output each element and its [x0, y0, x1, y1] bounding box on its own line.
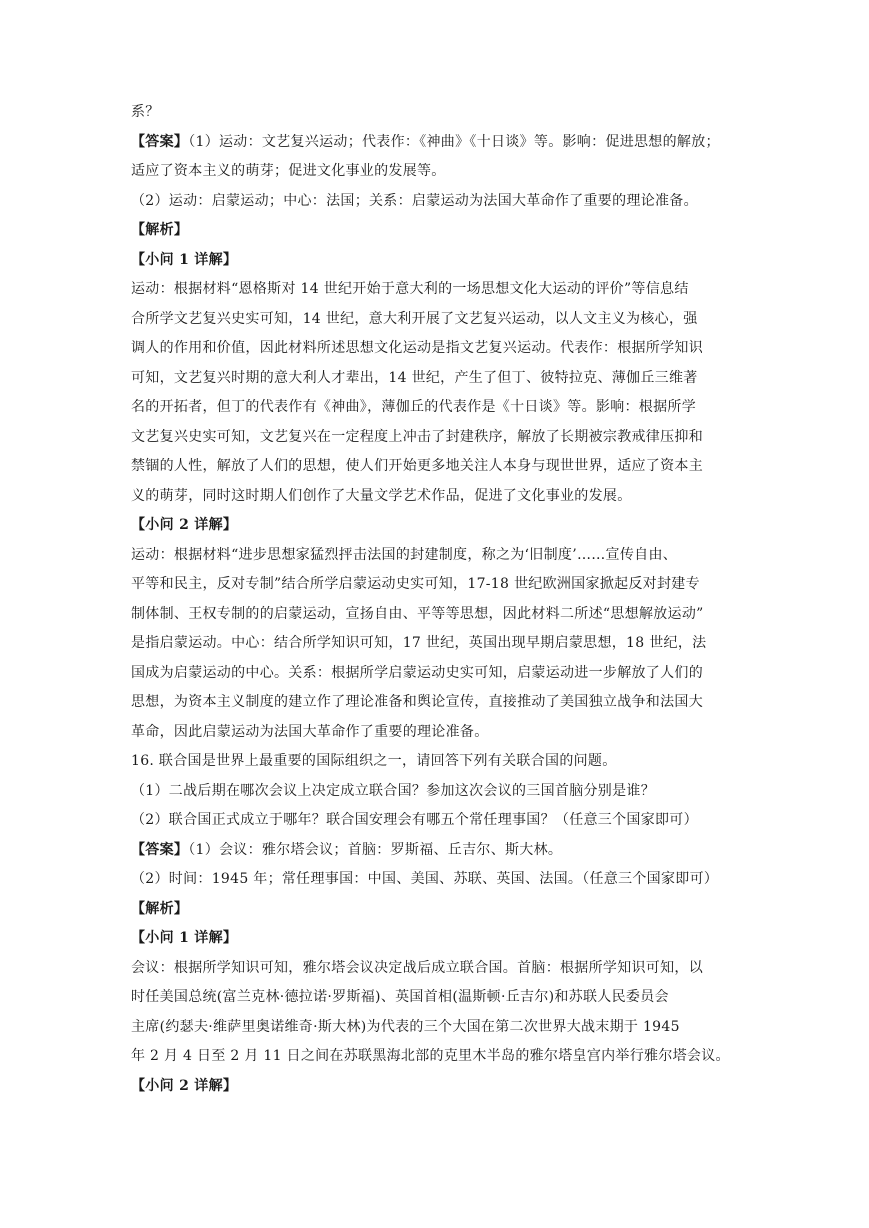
text-line	[131, 629, 741, 659]
text-line	[131, 511, 741, 541]
text-line	[131, 659, 741, 689]
line-text: 16. 联合国是世界上最重要的国际组织之一，请回答下列有关联合国的问题。	[131, 753, 617, 769]
line-text: 运动：根据材料“恩格斯对 14 世纪开始于意大利的一场思想文化大运动的评价”等信息结	[131, 281, 689, 297]
line-text: 禁锢的人性，解放了人们的思想，使人们开始更多地关注人本身与现世世界，适应了资本主	[131, 458, 703, 474]
text-line	[131, 718, 741, 748]
line-text: 思想，为资本主义制度的建立作了理论准备和舆论宣传，直接推动了美国独立战争和法国大	[131, 694, 703, 710]
line-text: 义的萌芽，同时这时期人们创作了大量文学艺术作品，促进了文化事业的发展。	[131, 487, 632, 504]
text-line	[131, 541, 741, 571]
text-line	[131, 216, 741, 246]
text-line	[131, 836, 741, 866]
section-tag: 【小问 2 详解】	[131, 517, 238, 533]
text-line	[131, 246, 741, 276]
line-text: （2）运动：启蒙运动；中心：法国；关系：启蒙运动为法国大革命作了重要的理论准备。	[131, 192, 698, 209]
line-text: （2）联合国正式成立于哪年？联合国安理会有哪五个常任理事国？（任意三个国家即可）	[131, 812, 698, 828]
text-line	[131, 275, 741, 305]
section-tag: 【小问 2 详解】	[131, 1077, 238, 1094]
section-tag: 【答案】	[131, 133, 189, 150]
line-text: 运动：根据材料“进步思想家猛烈抨击法国的封建制度，称之为‘旧制度’……宣传自由、	[131, 546, 678, 563]
text-line	[131, 1072, 741, 1102]
text-line	[131, 482, 741, 512]
text-line	[131, 747, 741, 777]
text-line	[131, 305, 741, 335]
line-text: 平等和民主，反对专制”结合所学启蒙运动史实可知，17-18 世纪欧洲国家掀起反对封建专	[131, 576, 700, 592]
text-line	[131, 128, 741, 158]
line-text: （1）会议：雅尔塔会议；首脑：罗斯福、丘吉尔、斯大林。	[188, 841, 563, 858]
section-tag: 【小问 1 详解】	[131, 930, 238, 946]
line-text: 是指启蒙运动。中心：结合所学知识可知，17 世纪，英国出现早期启蒙思想，18 世纪，法	[131, 635, 707, 651]
section-tag: 【解析】	[131, 900, 189, 917]
text-line	[131, 895, 741, 925]
line-text: 主席(约瑟夫·维萨里奥诺维奇·斯大林)为代表的三个大国在第二次世界大战末期于 1945	[131, 1018, 680, 1035]
text-line	[131, 423, 741, 453]
text-line	[131, 954, 741, 984]
section-tag: 【答案】	[131, 841, 189, 858]
text-line	[131, 187, 741, 217]
line-text: 名的开拓者，但丁的代表作有《神曲》，薄伽丘的代表作是《十日谈》等。影响：根据所学	[131, 399, 696, 415]
line-text: 会议：根据所学知识可知，雅尔塔会议决定战后成立联合国。首脑：根据所学知识可知，以	[131, 959, 703, 976]
text-line	[131, 777, 741, 807]
text-line	[131, 865, 741, 895]
line-text: 年 2 月 4 日至 2 月 11 日之间在苏联黑海北部的克里木半岛的雅尔塔皇宫内举行雅尔塔会议。	[131, 1048, 730, 1064]
document-page	[131, 98, 741, 1101]
line-text: （2）时间：1945 年；常任理事国：中国、美国、苏联、英国、法国。（任意三个国家即可）	[131, 871, 719, 887]
line-text: 革命，因此启蒙运动为法国大革命作了重要的理论准备。	[131, 723, 489, 740]
text-line	[131, 157, 741, 187]
section-tag: 【小问 1 详解】	[131, 251, 238, 268]
line-text: （1）二战后期在哪次会议上决定成立联合国？参加这次会议的三国首脑分别是谁？	[131, 782, 656, 799]
line-text: 文艺复兴史实可知，文艺复兴在一定程度上冲击了封建秩序，解放了长期被宗教戒律压抑和	[131, 428, 703, 445]
text-line	[131, 570, 741, 600]
line-text: （1）运动：文艺复兴运动；代表作：《神曲》《十日谈》等。影响：促进思想的解放；	[188, 133, 720, 150]
text-line	[131, 334, 741, 364]
line-text: 制体制、王权专制的的启蒙运动，宣扬自由、平等等思想，因此材料二所述“思想解放运动”	[131, 605, 704, 622]
text-line	[131, 1042, 741, 1072]
text-line	[131, 806, 741, 836]
text-line	[131, 452, 741, 482]
text-line	[131, 393, 741, 423]
line-text: 可知，文艺复兴时期的意大利人才辈出，14 世纪，产生了但丁、彼特拉克、薄伽丘三维著	[131, 369, 698, 386]
line-text: 国成为启蒙运动的中心。关系：根据所学启蒙运动史实可知，启蒙运动进一步解放了人们的	[131, 664, 703, 681]
text-line	[131, 983, 741, 1013]
line-text: 适应了资本主义的萌芽；促进文化事业的发展等。	[131, 163, 446, 179]
text-line	[131, 98, 741, 128]
text-line	[131, 1013, 741, 1043]
line-text: 系？	[131, 104, 160, 120]
line-text: 时任美国总统(富兰克林·德拉诺·罗斯福)、英国首相(温斯顿·丘吉尔)和苏联人民委员会	[131, 989, 669, 1005]
line-text: 调人的作用和价值，因此材料所述思想文化运动是指文艺复兴运动。代表作：根据所学知识	[131, 340, 703, 356]
text-line	[131, 600, 741, 630]
text-line	[131, 924, 741, 954]
text-line	[131, 688, 741, 718]
section-tag: 【解析】	[131, 222, 189, 238]
text-line	[131, 364, 741, 394]
line-text: 合所学文艺复兴史实可知，14 世纪，意大利开展了文艺复兴运动，以人文主义为核心，强	[131, 310, 698, 327]
